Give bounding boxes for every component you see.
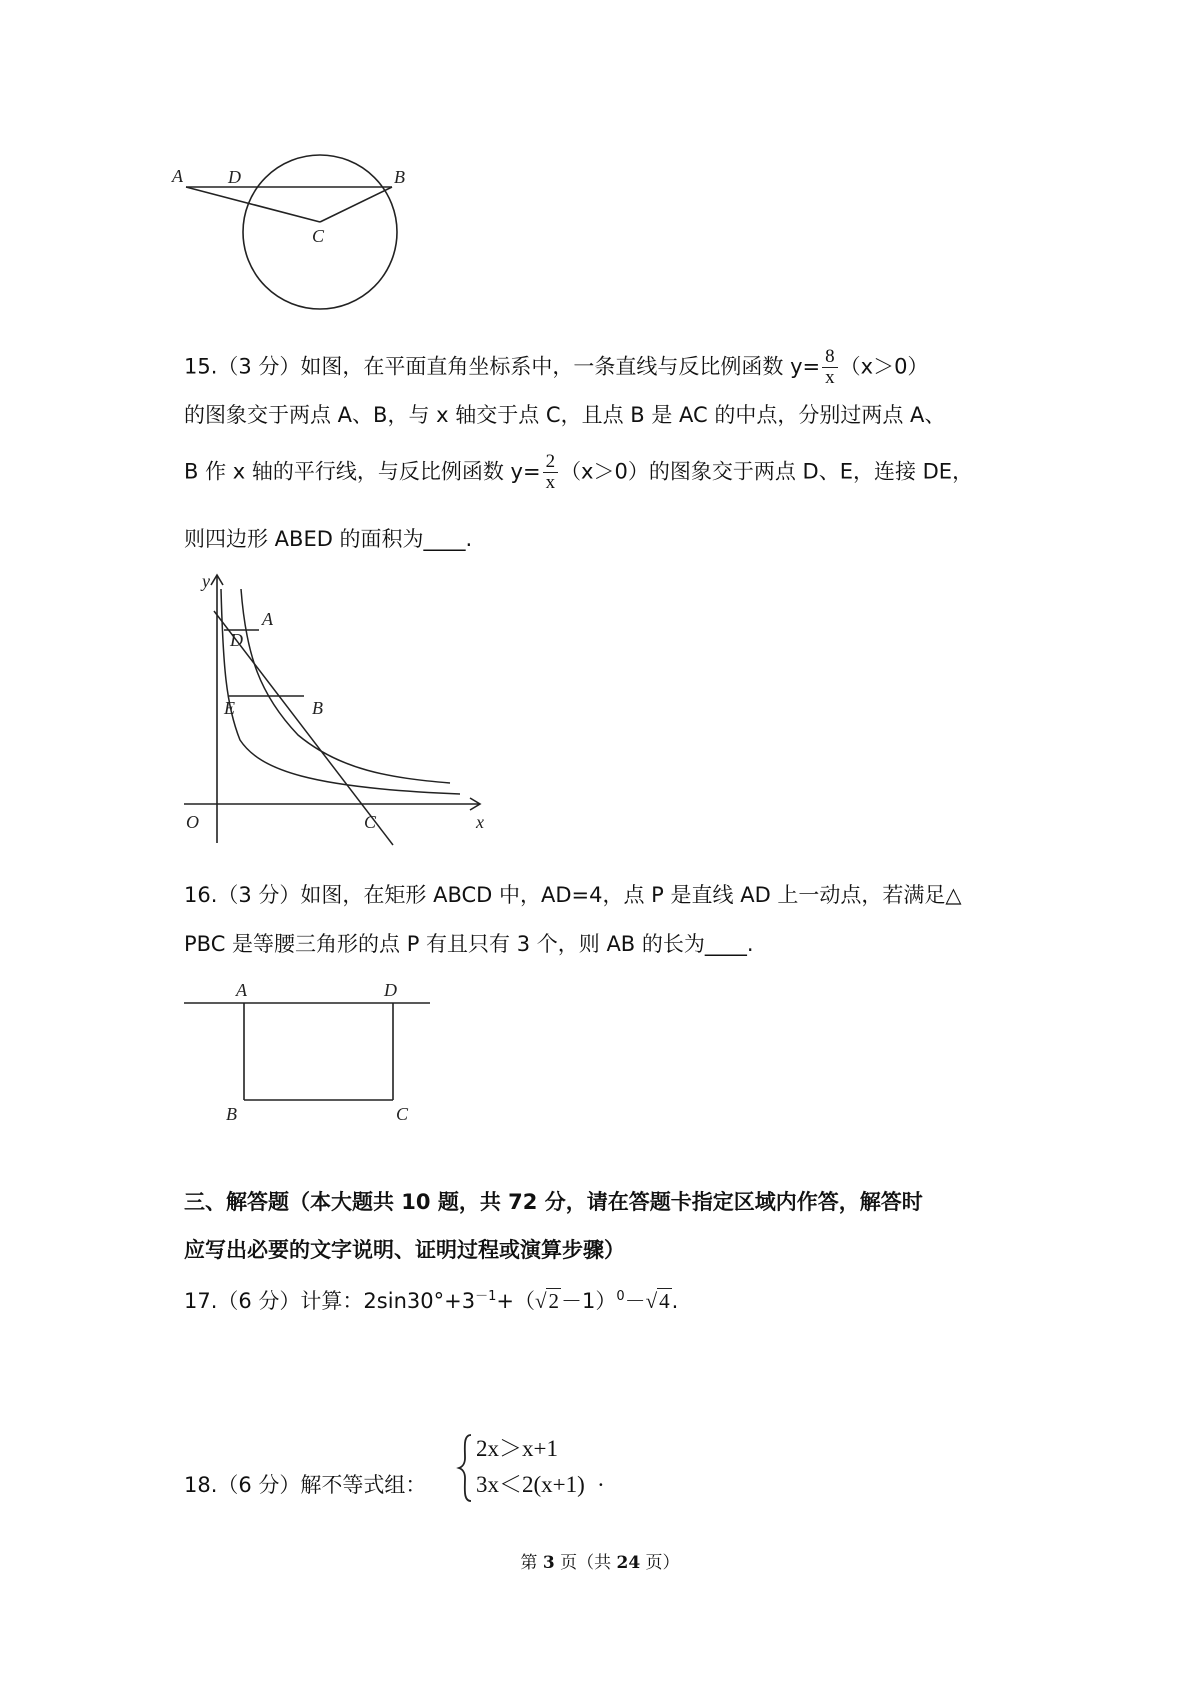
label-b: B: [226, 1104, 237, 1124]
figure-circle: [172, 150, 420, 325]
label-d: D: [228, 167, 241, 187]
q15-text: B 作 x 轴的平行线，与反比例函数 y=: [184, 459, 541, 484]
q15-text: 15.（3 分）如图，在平面直角坐标系中，一条直线与反比例函数 y=: [184, 354, 821, 379]
brace-icon: [456, 1432, 474, 1504]
q16-line1: 16.（3 分）如图，在矩形 ABCD 中，AD=4，点 P 是直线 AD 上一动点，若满足△: [184, 883, 962, 907]
radicand: 2: [548, 1289, 559, 1313]
label-a: A: [262, 609, 273, 629]
figure-rectangle: [180, 975, 440, 1125]
q17-line: [184, 1282, 678, 1316]
total-pages: 24: [616, 1553, 641, 1573]
label-x: x: [476, 812, 484, 832]
inequality-1: 2x＞x+1: [476, 1436, 558, 1461]
q15-line4: 则四边形 ABED 的面积为____.: [184, 527, 473, 551]
q17-text: +（: [496, 1289, 535, 1313]
radicand: 4: [659, 1289, 670, 1313]
sqrt-2: √2: [534, 1289, 559, 1313]
q17-text: 17.（6 分）计算：2sin30°+3: [184, 1289, 476, 1313]
label-c: C: [396, 1104, 409, 1124]
label-d: D: [384, 980, 397, 1000]
frac-numerator: 8: [822, 347, 838, 368]
q15-line2: 的图象交于两点 A、B，与 x 轴交于点 C，且点 B 是 AC 的中点，分别过两点 A、: [184, 403, 946, 427]
footer-text: 页）: [640, 1553, 680, 1573]
q18-prefix: 18.（6 分）解不等式组：: [184, 1473, 427, 1497]
exponent: 0: [616, 1289, 625, 1304]
q17-text: .: [671, 1289, 679, 1313]
section-heading-line1: 三、解答题（本大题共 10 题，共 72 分，请在答题卡指定区域内作答，解答时: [184, 1190, 923, 1214]
segment-ac: [186, 187, 320, 222]
q15-line3: [184, 452, 973, 493]
page-number: 3: [542, 1553, 555, 1573]
frac-numerator: 2: [543, 452, 559, 473]
label-d: D: [230, 630, 243, 650]
section-heading-line2: 应写出必要的文字说明、证明过程或演算步骤）: [184, 1238, 625, 1262]
label-b: B: [312, 698, 323, 718]
footer-text: 第: [520, 1553, 543, 1573]
q15-text: （x＞0）: [839, 354, 929, 379]
exponent: －1: [475, 1289, 497, 1304]
label-a: A: [236, 980, 247, 1000]
q17-text: －: [624, 1289, 646, 1313]
footer-text: 页（共: [554, 1553, 617, 1573]
q18-end: .: [598, 1466, 604, 1491]
label-e: E: [224, 698, 235, 718]
frac-denominator: x: [825, 367, 835, 388]
inequality-2: 3x＜2(x+1): [476, 1472, 585, 1497]
page-footer: [0, 1548, 1200, 1573]
segment-bc: [320, 187, 392, 222]
fraction-8-over-x: [822, 347, 838, 388]
label-y: y: [202, 571, 210, 591]
fraction-2-over-x: [543, 452, 559, 493]
curve-y-2-over-x: [221, 589, 460, 794]
label-o: O: [186, 812, 199, 832]
label-c: C: [364, 812, 377, 832]
frac-denominator: x: [545, 472, 556, 493]
q15-line1: [184, 347, 928, 388]
q15-text: （x＞0）的图象交于两点 D、E，连接 DE，: [560, 459, 974, 484]
label-a: A: [172, 166, 183, 186]
figure-coordinate-hyperbola: [180, 565, 500, 855]
sqrt-4: √4: [645, 1289, 670, 1313]
label-c: C: [312, 226, 325, 246]
q17-text: －1）: [560, 1289, 617, 1313]
label-b: B: [394, 167, 405, 187]
q16-line2: PBC 是等腰三角形的点 P 有且只有 3 个，则 AB 的长为____.: [184, 932, 754, 956]
